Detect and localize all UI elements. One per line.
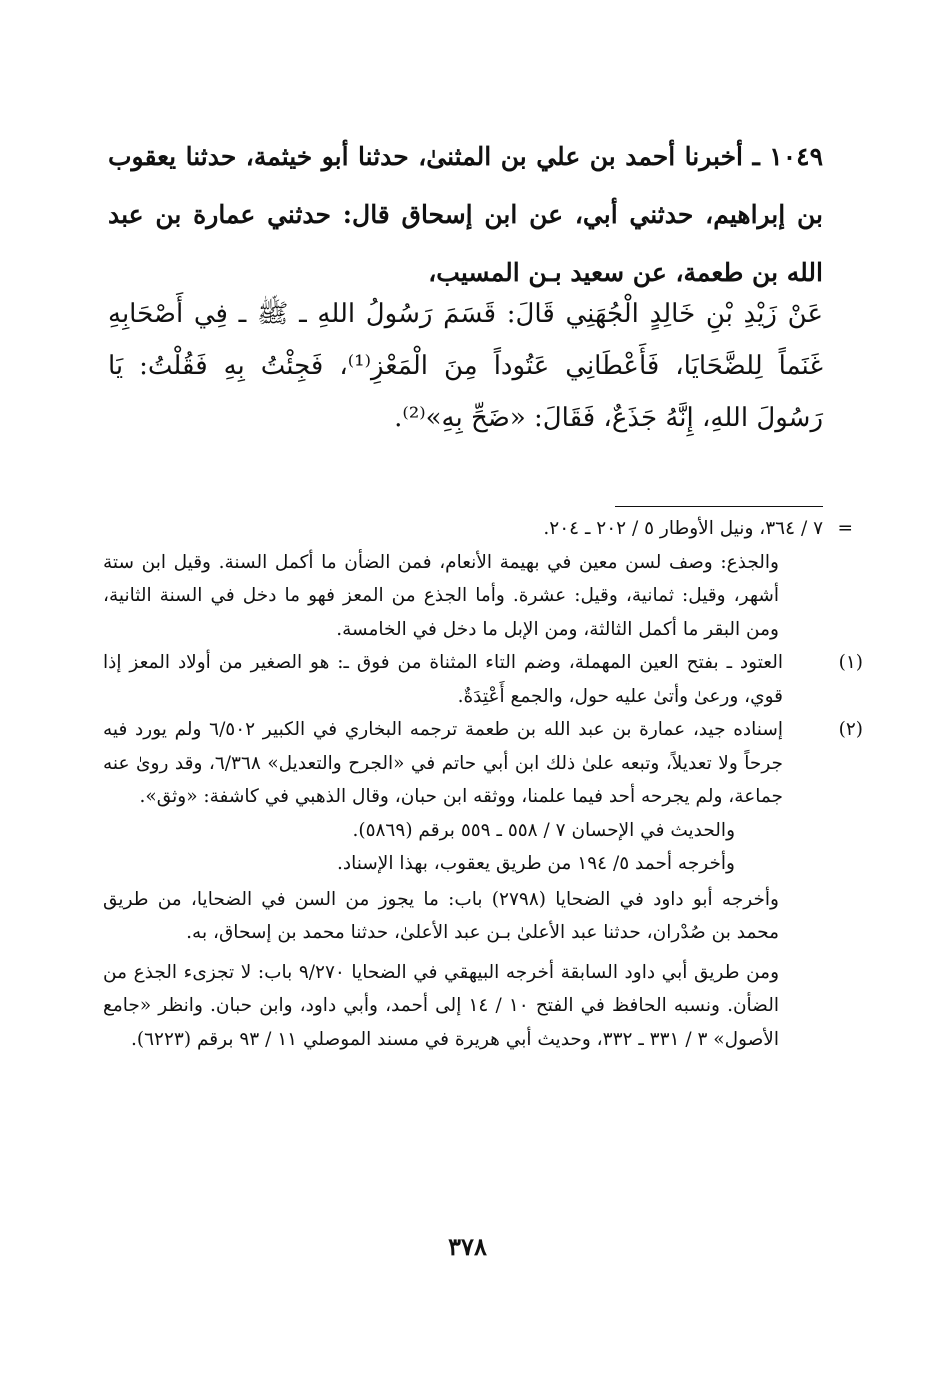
matn-text: عَنْ زَيْدِ بْنِ خَالِدٍ الْجُهَنِي قَالَ: قَسَمَ رَسُولُ اللهِ ـ ﷺ ـ فِي أَصْحَابِهِ غَنَماً لِلضَّحَايَا، فَأَعْطَانِي عَتُوداً مِنَ الْمَعْزِ⁽¹⁾، فَجِئْتُ بِهِ فَقُلْتُ: يَا رَسُولَ اللهِ، إِنَّهُ جَذَعٌ، فَقَالَ: «ضَحِّ بِهِ»⁽²⁾. bbox=[108, 299, 823, 433]
abu-dawud-reference: وأخرجه أبو داود في الضحايا (٢٧٩٨) باب: ما يجوز من السن في الضحايا، من طريق محمد بن صُدْران، حدثنا عبد الأعلىٰ بـن عبد الأعلىٰ، حدثنا محمد بن إسحاق، به. bbox=[103, 888, 779, 943]
ahmad-reference: وأخرجه أحمد ٥/ ١٩٤ من طريق يعقوب، بهذا الإسناد. bbox=[336, 853, 735, 874]
footnote-2-number: (٢) bbox=[838, 719, 863, 740]
isnad-paragraph bbox=[108, 128, 823, 302]
continuation-text: ٧ / ٣٦٤، ونيل الأوطار ٥ / ٢٠٢ ـ ٢٠٤. bbox=[543, 518, 823, 539]
isnad-body: ـ أخبرنا أحمد بن علي بن المثنىٰ، حدثنا أبو خيثمة، حدثنا يعقوب بن إبراهيم، حدثني أبي، عن ابن إسحاق قال: حدثني عمارة بن عبد الله بن طعمة، عن سعيد بـن المسيب، bbox=[108, 142, 823, 287]
page-number: ٣٧٨ bbox=[448, 1232, 487, 1261]
footnote-2 bbox=[103, 713, 863, 814]
footnote-1 bbox=[103, 646, 863, 713]
footnote-divider bbox=[615, 506, 823, 507]
footnote-1-number: (١) bbox=[838, 652, 863, 673]
hadith-matn bbox=[108, 288, 823, 444]
footnote-2-text: إسناده جيد، عمارة بن عبد الله بن طعمة ترجمه البخاري في الكبير ٦/٥٠٢ ولم يورد فيه جرحاً ولا تعديلاً، وتبعه علىٰ ذلك ابن أبي حاتم في «الجرح والتعديل» ٦/٣٦٨، وقد روىٰ عنه جماعة، ولم يجرحه أحد فيما علمنا، ووثقه ابن حبان، وقال الذهبي في كاشفة: «وثق». bbox=[103, 719, 783, 807]
hadith-number: ١٠٤٩ bbox=[769, 142, 823, 171]
footnotes bbox=[103, 512, 863, 1056]
continuation-mark: = bbox=[837, 518, 853, 539]
footnote-1-text: العتود ـ بفتح العين المهملة، وضم التاء المثناة من فوق ـ: هو الصغير من أولاد المعز إذا قوي، ورعىٰ وأتىٰ عليه حول، والجمع أَعْتِدَةٌ. bbox=[103, 652, 783, 707]
ihsan-reference: والحديث في الإحسان ٧ / ٥٥٨ ـ ٥٥٩ برقم (٥٨٦٩). bbox=[352, 819, 735, 841]
isnad-text bbox=[108, 128, 823, 302]
footnote-continuation bbox=[103, 512, 853, 546]
jadha-note: والجذع: وصف لسن معين في بهيمة الأنعام، فمن الضأن ما أكمل السنة. وقيل ابن ستة أشهر، وقيل: ثمانية، وقيل: عشرة. وأما الجذع من المعز فهو ما دخل في السنة الثانية، ومن البقر ما أكمل الثالثة، ومن الإبل ما دخل في الخامسة. bbox=[103, 551, 779, 640]
bayhaqi-reference: ومن طريق أبي داود السابقة أخرجه البيهقي في الضحايا ٩/٢٧٠ باب: لا تجزىء الجذع من الضأن. ونسبه الحافظ في الفتح ١٠ / ١٤ إلى أحمد، وأبي داود، وابن حبان. وانظر «جامع الأصول» ٣ / ٣٣١ ـ ٣٣٢، وحديث أبي هريرة في مسند الموصلي ١١ / ٩٣ برقم (٦٢٢٣). bbox=[103, 961, 779, 1050]
